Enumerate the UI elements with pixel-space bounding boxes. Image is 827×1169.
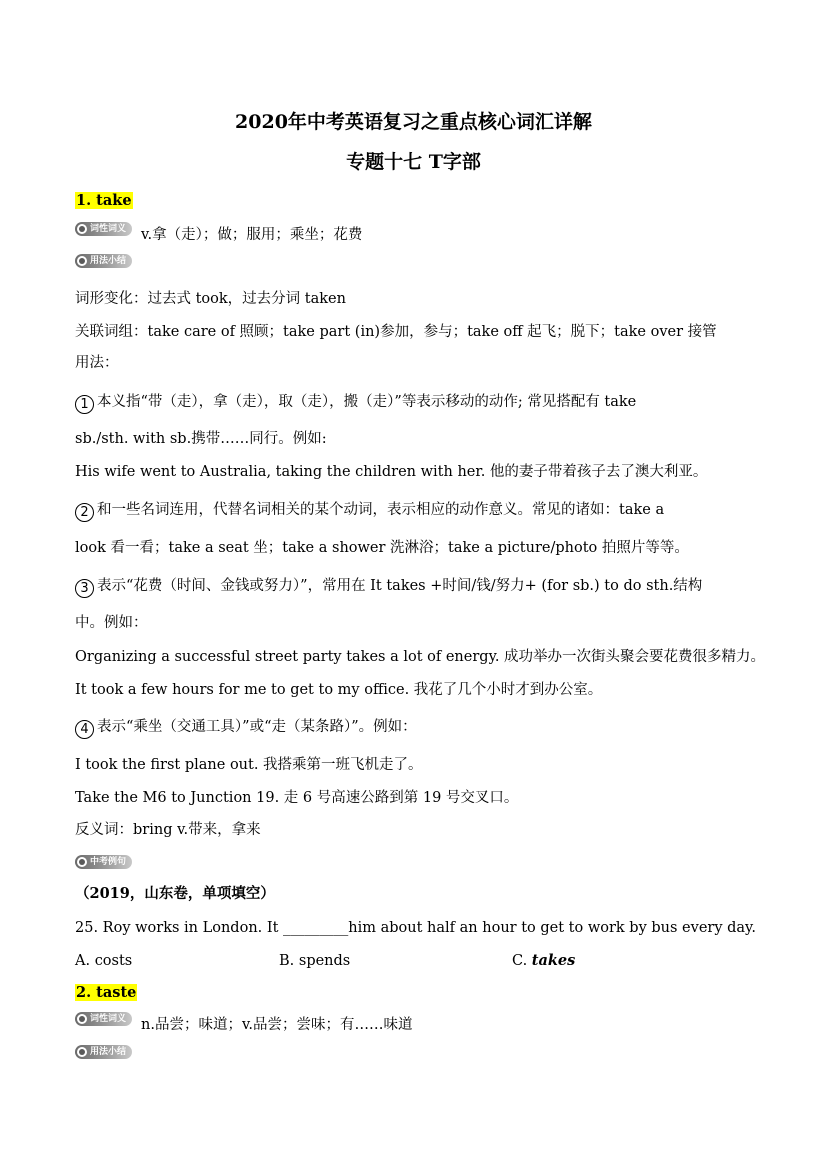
usage-item-2-cont: look 看一看；take a seat 坐；take a shower 洗淋浴；take a picture/photo 拍照片等等。 <box>75 540 689 556</box>
usage-item-3-cont: 中。例如： <box>75 615 148 631</box>
usage-item-3: 3 表示“花费（时间、金钱或努力）”，常用在 It takes +时间/钱/努力+ (for sb.) to do sth.结构 <box>75 576 702 598</box>
bullet-icon <box>77 256 87 266</box>
circled-number: 1 <box>75 395 94 414</box>
word-forms: 词形变化：过去式 took，过去分词 taken <box>75 291 346 307</box>
antonym: 反义词：bring v.带来，拿来 <box>75 822 261 838</box>
option-c: C. takes <box>512 952 576 969</box>
word-highlight: 1. take <box>76 192 132 209</box>
entry-meaning: v.拿（走）；做；服用；乘坐；花费 <box>141 227 363 243</box>
word-highlight: 2. taste <box>76 984 137 1001</box>
usage-item-1-cont: sb./sth. with sb.携带……同行。例如: <box>75 431 327 447</box>
circled-number: 2 <box>75 503 94 522</box>
usage-item-1: 1 本义指“带（走），拿（走），取（走），搬（走）”等表示移动的动作; 常见搭配有 take <box>75 392 636 414</box>
usage-tag: 用法小结 <box>75 254 132 268</box>
pos-meaning-tag: 词性词义 <box>75 1012 132 1026</box>
document-subtitle: 专题十七 T字部 <box>346 151 481 173</box>
exam-example-tag: 中考例句 <box>75 855 132 869</box>
circled-number: 3 <box>75 579 94 598</box>
example-sentence: Take the M6 to Junction 19. 走 6 号高速公路到第 19 号交叉口。 <box>75 790 519 806</box>
option-a: A. costs <box>75 953 133 969</box>
example-sentence: His wife went to Australia, taking the children with her. 他的妻子带着孩子去了澳大利亚。 <box>75 464 708 480</box>
example-sentence: It took a few hours for me to get to my office. 我花了几个小时才到办公室。 <box>75 682 603 698</box>
usage-item-2: 2 和一些名词连用，代替名词相关的某个动词，表示相应的动作意义。常见的诸如：take a <box>75 500 664 522</box>
bullet-icon <box>77 1014 87 1024</box>
bullet-icon <box>77 1047 87 1057</box>
example-sentence: Organizing a successful street party takes a lot of energy. 成功举办一次街头聚会要花费很多精力。 <box>75 649 766 665</box>
entry-heading-taste <box>75 983 137 1003</box>
entry-heading-take <box>75 191 133 211</box>
related-phrases: 关联词组：take care of 照顾；take part (in)参加，参与；take off 起飞；脱下；take over 接管 <box>75 324 717 340</box>
circled-number: 4 <box>75 720 94 739</box>
exam-question: 25. Roy works in London. It _________him about half an hour to get to work by bus every day. <box>75 920 756 936</box>
document-title: 2020年中考英语复习之重点核心词汇详解 <box>235 111 592 133</box>
bullet-icon <box>77 224 87 234</box>
example-sentence: I took the first plane out. 我搭乘第一班飞机走了。 <box>75 757 423 773</box>
option-b: B. spends <box>279 953 351 969</box>
usage-item-4: 4 表示“乘坐（交通工具）”或“走（某条路）”。例如： <box>75 717 417 739</box>
answer: takes <box>531 952 576 969</box>
usage-label: 用法： <box>75 355 119 371</box>
usage-tag: 用法小结 <box>75 1045 132 1059</box>
bullet-icon <box>77 857 87 867</box>
entry-meaning: n.品尝；味道；v.品尝；尝味；有……味道 <box>141 1017 413 1033</box>
pos-meaning-tag: 词性词义 <box>75 222 132 236</box>
exam-source: （2019，山东卷，单项填空） <box>75 885 275 902</box>
